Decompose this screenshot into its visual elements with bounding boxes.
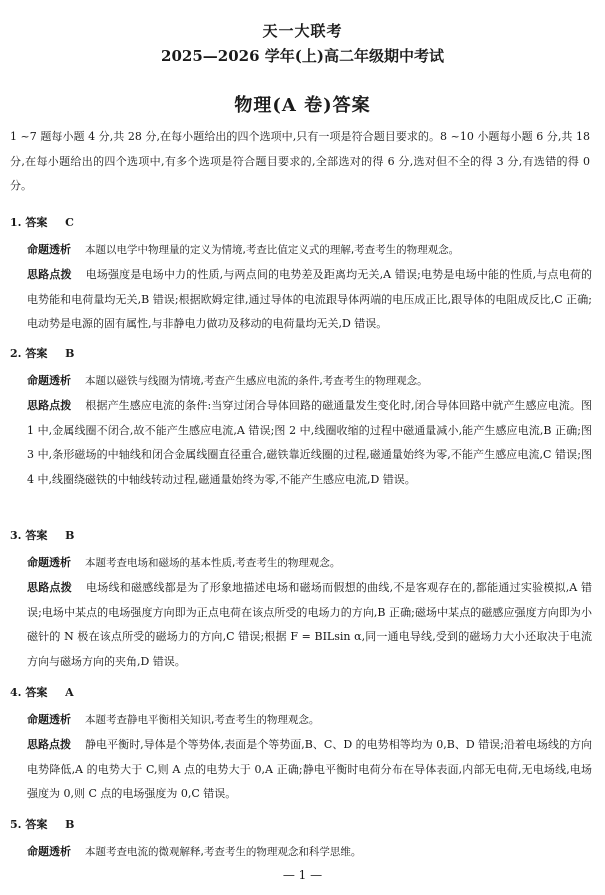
question-4-answer-line [10, 684, 605, 700]
insight-text: 本题考查电场和磁场的基本性质,考查考生的物理观念。 [85, 557, 341, 569]
insight-label: 命题透析 [27, 713, 71, 726]
question-5-answer-line [10, 816, 605, 832]
question-4-hint [27, 733, 592, 807]
hint-label: 思路点拨 [27, 738, 72, 751]
insight-text: 本题以磁铁与线圈为情境,考查产生感应电流的条件,考查考生的物理观念。 [85, 375, 428, 387]
question-3-hint [27, 576, 592, 674]
answer-label: 答案 [25, 529, 48, 542]
answer-label: 答案 [25, 347, 48, 360]
question-3-insight [27, 551, 592, 576]
answer-label: 答案 [25, 818, 48, 831]
question-1-hint [27, 263, 592, 337]
question-1-insight [27, 238, 592, 263]
question-4-insight [27, 708, 592, 733]
answer-value: B [65, 347, 75, 360]
insight-text: 本题以电学中物理量的定义为情境,考查比值定义式的理解,考查考生的物理观念。 [85, 244, 460, 256]
question-2-insight [27, 369, 592, 394]
answer-value: B [65, 529, 75, 542]
hint-label: 思路点拨 [27, 399, 72, 412]
hint-text: 根据产生感应电流的条件:当穿过闭合导体回路的磁通量发生变化时,闭合导体回路中就产生感应电流。图 1 中,金属线圈不闭合,故不能产生感应电流,A 错误;图 2 中,线圈收缩的过程中磁通量减小,能产生感应电流,B 正确;图 3 中,条形磁场的中轴线和闭合金属线圈直径重合,磁铁靠近线圈的过程,磁通量始终为零,不能产生感应电流,C 错误;图 4 中,线圈绕磁铁的中轴线转动过程,磁通量始终为零,不能产生感应电流,D 错误。 [27, 399, 593, 486]
scoring-instructions: 1 ~7 题每小题 4 分,共 28 分,在每小题给出的四个选项中,只有一项是符合题目要求的。8 ~10 小题每小题 6 分,共 18 分,在每小题给出的四个选项中,有多个选项是符合题目要求的,全部选对的得 6 分,选对但不全的得 3 分,有选错的得 0 分。 [10, 130, 590, 192]
question-3-answer-line [10, 527, 605, 543]
question-2-answer-line [10, 345, 605, 361]
question-1-answer-line [10, 214, 605, 230]
insight-label: 命题透析 [27, 845, 71, 858]
insight-label: 命题透析 [27, 374, 71, 387]
hint-text: 电场强度是电场中力的性质,与两点间的电势差及距离均无关,A 错误;电势是电场中能的性质,与点电荷的电势能和电荷量均无关,B 错误;根据欧姆定律,通过导体的电流跟导体两端的电压成正比,跟导体的电阻成反比,C 正确;电动势是电源的固有属性,与非静电力做功及移动的电荷量均无关,D 错误。 [27, 268, 592, 330]
question-5-insight [27, 840, 592, 865]
org-title: 天一大联考 [262, 22, 343, 40]
page-number: — 1 — [282, 868, 323, 882]
question-number: 2. [10, 347, 22, 360]
question-2-hint [27, 394, 592, 492]
exam-title: 2025—2026 学年(上)高二年级期中考试 [161, 47, 444, 65]
question-number: 4. [10, 686, 22, 699]
hint-text: 电场线和磁感线都是为了形象地描述电场和磁场而假想的曲线,不是客观存在的,都能通过实验模拟,A 错误;电场中某点的电场强度方向即为正点电荷在该点所受的电场力的方向,B 正确;磁场中某点的磁感应强度方向即为小磁针的 N 极在该点所受的磁场力的方向,C 错误;根据 F = BILsin α,同一通电导线,受到的磁场力大小还取决于电流方向与磁场方向的夹角,D 错误。 [27, 581, 592, 668]
insight-label: 命题透析 [27, 243, 71, 256]
question-number: 5. [10, 818, 22, 831]
answer-label: 答案 [25, 216, 48, 229]
answer-value: B [65, 818, 75, 831]
answer-value: C [65, 216, 74, 229]
insight-text: 本题考查电流的微观解释,考查考生的物理观念和科学思维。 [85, 846, 362, 858]
hint-text: 静电平衡时,导体是个等势体,表面是个等势面,B、C、D 的电势相等均为 0,B、D 错误;沿着电场线的方向电势降低,A 的电势大于 C,则 A 点的电势大于 0,A 正确;静电平衡时电荷分布在导体表面,内部无电荷,无电场线,电场强度为 0,则 C 点的电场强度为 0,C 错误。 [27, 738, 592, 800]
insight-text: 本题考查静电平衡相关知识,考查考生的物理观念。 [85, 714, 320, 726]
hint-label: 思路点拨 [27, 581, 72, 594]
insight-label: 命题透析 [27, 556, 71, 569]
question-number: 1. [10, 216, 22, 229]
question-number: 3. [10, 529, 22, 542]
hint-label: 思路点拨 [27, 268, 72, 281]
answer-label: 答案 [25, 686, 48, 699]
answer-value: A [65, 686, 74, 699]
subject-title: 物理(A 卷)答案 [234, 95, 371, 116]
